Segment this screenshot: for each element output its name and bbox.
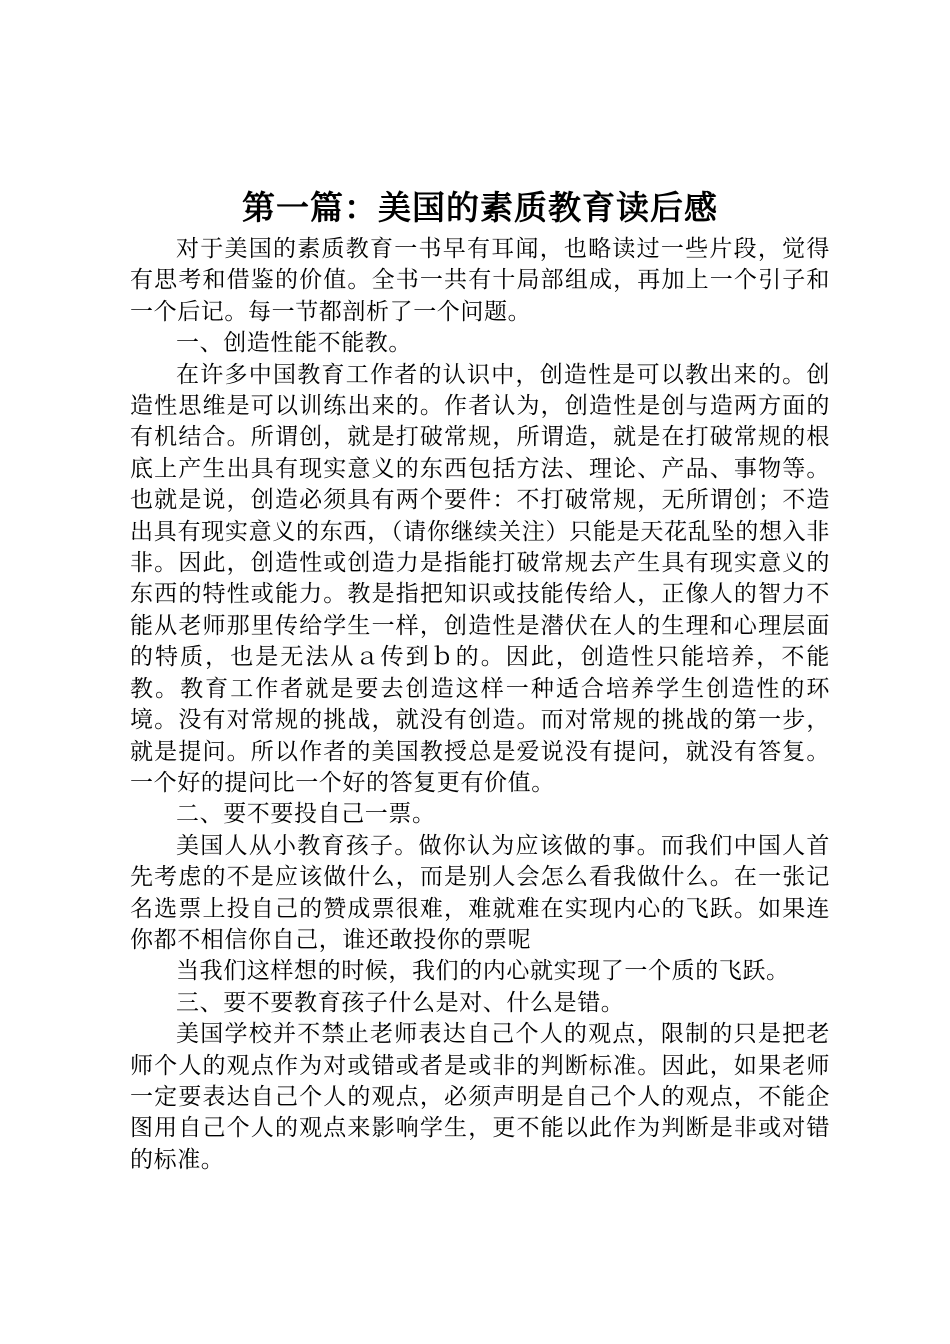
section-3-body: 美国学校并不禁止老师表达自己个人的观点，限制的只是把老师个人的观点作为对或错或者是或非的判断标准。因此，如果老师一定要表达自己个人的观点，必须声明是自己个人的观点，不能企图用自己个人的观点来影响学生，更不能以此作为判断是非或对错的标准。 bbox=[130, 1021, 830, 1173]
section-2-body: 美国人从小教育孩子。做你认为应该做的事。而我们中国人首先考虑的不是应该做什么，而是别人会怎么看我做什么。在一张记名选票上投自己的赞成票很难，难就难在实现内心的飞跃。如果连你都不相信你自己，谁还敢投你的票呢 bbox=[130, 832, 830, 953]
intro-paragraph: 对于美国的素质教育一书早有耳闻，也略读过一些片段，觉得有思考和借鉴的价值。全书一共有十局部组成，再加上一个引子和一个后记。每一节都剖析了一个问题。 bbox=[130, 236, 830, 325]
document-title: 第一篇：美国的素质教育读后感 bbox=[242, 188, 718, 227]
section-heading-1: 一、创造性能不能教。 bbox=[176, 330, 412, 357]
document-page bbox=[130, 186, 830, 1176]
section-heading-2: 二、要不要投自己一票。 bbox=[176, 801, 436, 828]
section-1-body: 在许多中国教育工作者的认识中，创造性是可以教出来的。创造性思维是可以训练出来的。作者认为，创造性是创与造两方面的有机结合。所谓创，就是打破常规，所谓造，就是在打破常规的根底上产生出具有现实意义的东西包括方法、理论、产品、事物等。也就是说，创造必须具有两个要件：不打破常规，无所谓创；不造出具有现实意义的东西，（请你继续关注）只能是天花乱坠的想入非非。因此，创造性或创造力是指能打破常规去产生具有现实意义的东西的特性或能力。教是指把知识或技能传给人，正像人的智力不能从老师那里传给学生一样，创造性是潜伏在人的生理和心理层面的特质，也是无法从ａ传到ｂ的。因此，创造性只能培养，不能教。教育工作者就是要去创造这样一种适合培养学生创造性的环境。没有对常规的挑战，就没有创造。而对常规的挑战的第一步，就是提问。所以作者的美国教授总是爱说没有提问，就没有答复。一个好的提问比一个好的答复更有价值。 bbox=[130, 361, 830, 796]
section-2-body-continued: 当我们这样想的时候，我们的内心就实现了一个质的飞跃。 bbox=[176, 958, 790, 985]
section-heading-3: 三、要不要教育孩子什么是对、什么是错。 bbox=[176, 989, 625, 1016]
